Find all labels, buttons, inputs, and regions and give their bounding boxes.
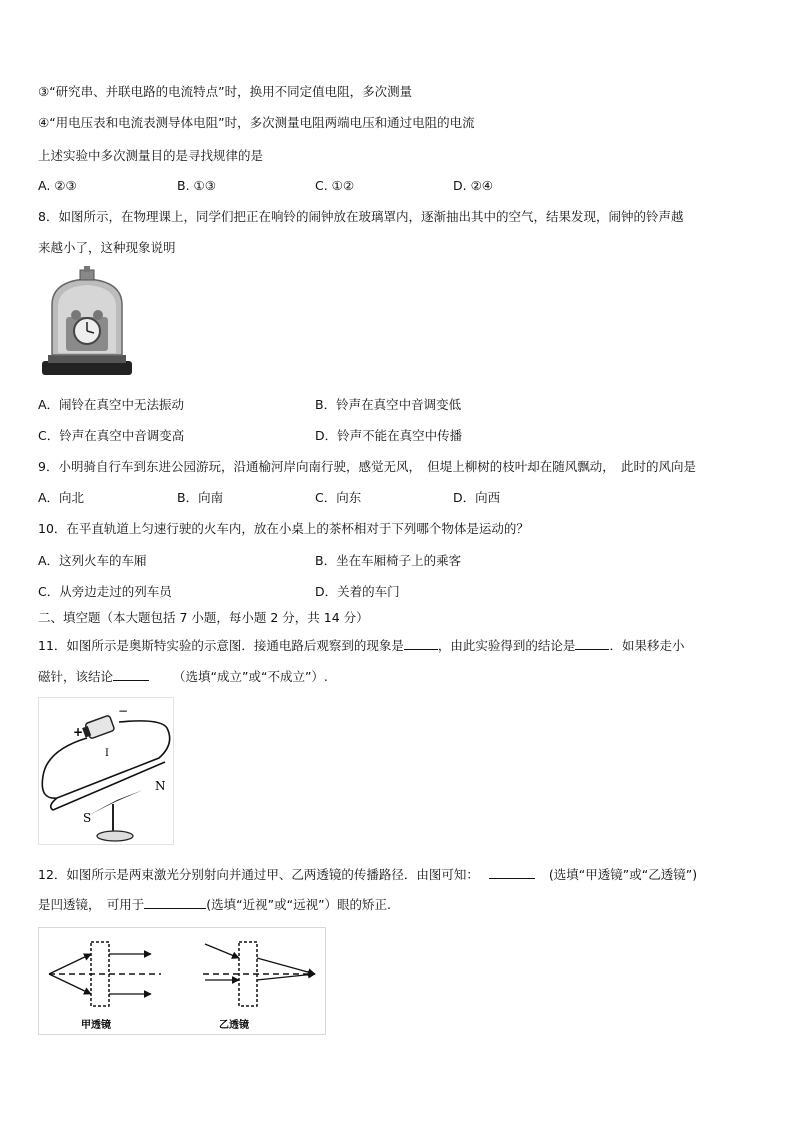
section-2-title: 二、填空题（本大题包括 7 小题，每小题 2 分，共 14 分） <box>38 610 369 625</box>
q10-stem: 10．在平直轨道上匀速行驶的火车内，放在小桌上的茶杯相对于下列哪个物体是运动的？ <box>38 521 529 536</box>
q8-option-a[interactable]: A．闹铃在真空中无法振动 <box>38 397 185 412</box>
q9-option-c[interactable]: C．向东 <box>315 490 362 505</box>
q7-option-a[interactable]: A. ②③ <box>38 178 77 193</box>
lens-a-diagram <box>49 942 161 1006</box>
q11-text-e: （选填“成立”或“不成立”）. <box>173 669 328 684</box>
q11-blank-2[interactable] <box>575 637 609 650</box>
q11-stem-line-2 <box>38 668 328 685</box>
bell-jar-figure <box>38 265 136 383</box>
q10-option-d[interactable]: D．关着的车门 <box>315 584 400 599</box>
q10-option-b[interactable]: B．坐在车厢椅子上的乘客 <box>315 553 462 568</box>
q12-text-d: (选填“近视”或“远视”）眼的矫正. <box>206 897 392 912</box>
q8-stem-line-1: 8．如图所示，在物理课上，同学们把正在响铃的闹钟放在玻璃罩内，逐渐抽出其中的空气，结果发现，闹钟的铃声越 <box>38 209 684 224</box>
oersted-experiment-figure <box>38 697 174 845</box>
q12-blank-1[interactable] <box>489 866 535 879</box>
q11-text-d: 磁针，该结论 <box>38 669 114 684</box>
q12-stem-line-2 <box>38 896 391 913</box>
q7-option-c[interactable]: C. ①② <box>315 178 355 193</box>
q7-item-4: ④“用电压表和电流表测导体电阻”时，多次测量电阻两端电压和通过电阻的电流 <box>38 115 475 130</box>
q9-stem: 9．小明骑自行车到东进公园游玩，沿通榆河岸向南行驶，感觉无风， 但堤上柳树的枝叶却在随风飘动， 此时的风向是 <box>38 459 696 474</box>
q7-option-d[interactable]: D. ②④ <box>453 178 493 193</box>
q11-text-b: ，由此实验得到的结论是 <box>437 638 576 653</box>
q9-option-d[interactable]: D．向西 <box>453 490 501 505</box>
lens-a-label: 甲透镜 <box>81 1020 111 1031</box>
q12-stem-line-1 <box>38 866 697 883</box>
q12-text-c: 是凹透镜， 可用于 <box>38 897 145 912</box>
q8-option-b[interactable]: B．铃声在真空中音调变低 <box>315 397 462 412</box>
q10-option-a[interactable]: A．这列火车的车厢 <box>38 553 147 568</box>
q8-stem-line-2: 来越小了，这种现象说明 <box>38 240 176 255</box>
q7-option-b[interactable]: B. ①③ <box>177 178 216 193</box>
q7-item-3: ③“研究串、并联电路的电流特点”时，换用不同定值电阻，多次测量 <box>38 84 413 99</box>
lens-b-label: 乙透镜 <box>219 1020 249 1031</box>
needle-south-label: S <box>83 811 92 825</box>
needle-north-label: N <box>155 779 166 793</box>
q12-text-b: (选填“甲透镜”或“乙透镜”) <box>548 867 698 882</box>
q7-prompt: 上述实验中多次测量目的是寻找规律的是 <box>38 148 264 163</box>
lens-b-diagram <box>203 942 315 1006</box>
battery-plus-label: + <box>73 725 84 739</box>
q11-text-c: ．如果移走小 <box>609 638 685 653</box>
q12-blank-2[interactable] <box>144 896 206 909</box>
lens-diagram-figure <box>38 927 326 1035</box>
battery-minus-label: − <box>118 704 129 718</box>
current-label: I <box>105 748 109 759</box>
q10-option-c[interactable]: C．从旁边走过的列车员 <box>38 584 172 599</box>
q9-option-b[interactable]: B．向南 <box>177 490 224 505</box>
q8-option-d[interactable]: D．铃声不能在真空中传播 <box>315 428 463 443</box>
q9-option-a[interactable]: A．向北 <box>38 490 85 505</box>
q11-blank-1[interactable] <box>404 637 438 650</box>
q11-blank-3[interactable] <box>113 668 149 681</box>
q8-option-c[interactable]: C．铃声在真空中音调变高 <box>38 428 185 443</box>
q11-text-a: 11．如图所示是奥斯特实验的示意图．接通电路后观察到的现象是 <box>38 638 404 653</box>
q12-text-a: 12．如图所示是两束激光分别射向并通过甲、乙两透镜的传播路径．由图可知： <box>38 867 479 882</box>
q11-stem-line-1 <box>38 637 684 654</box>
